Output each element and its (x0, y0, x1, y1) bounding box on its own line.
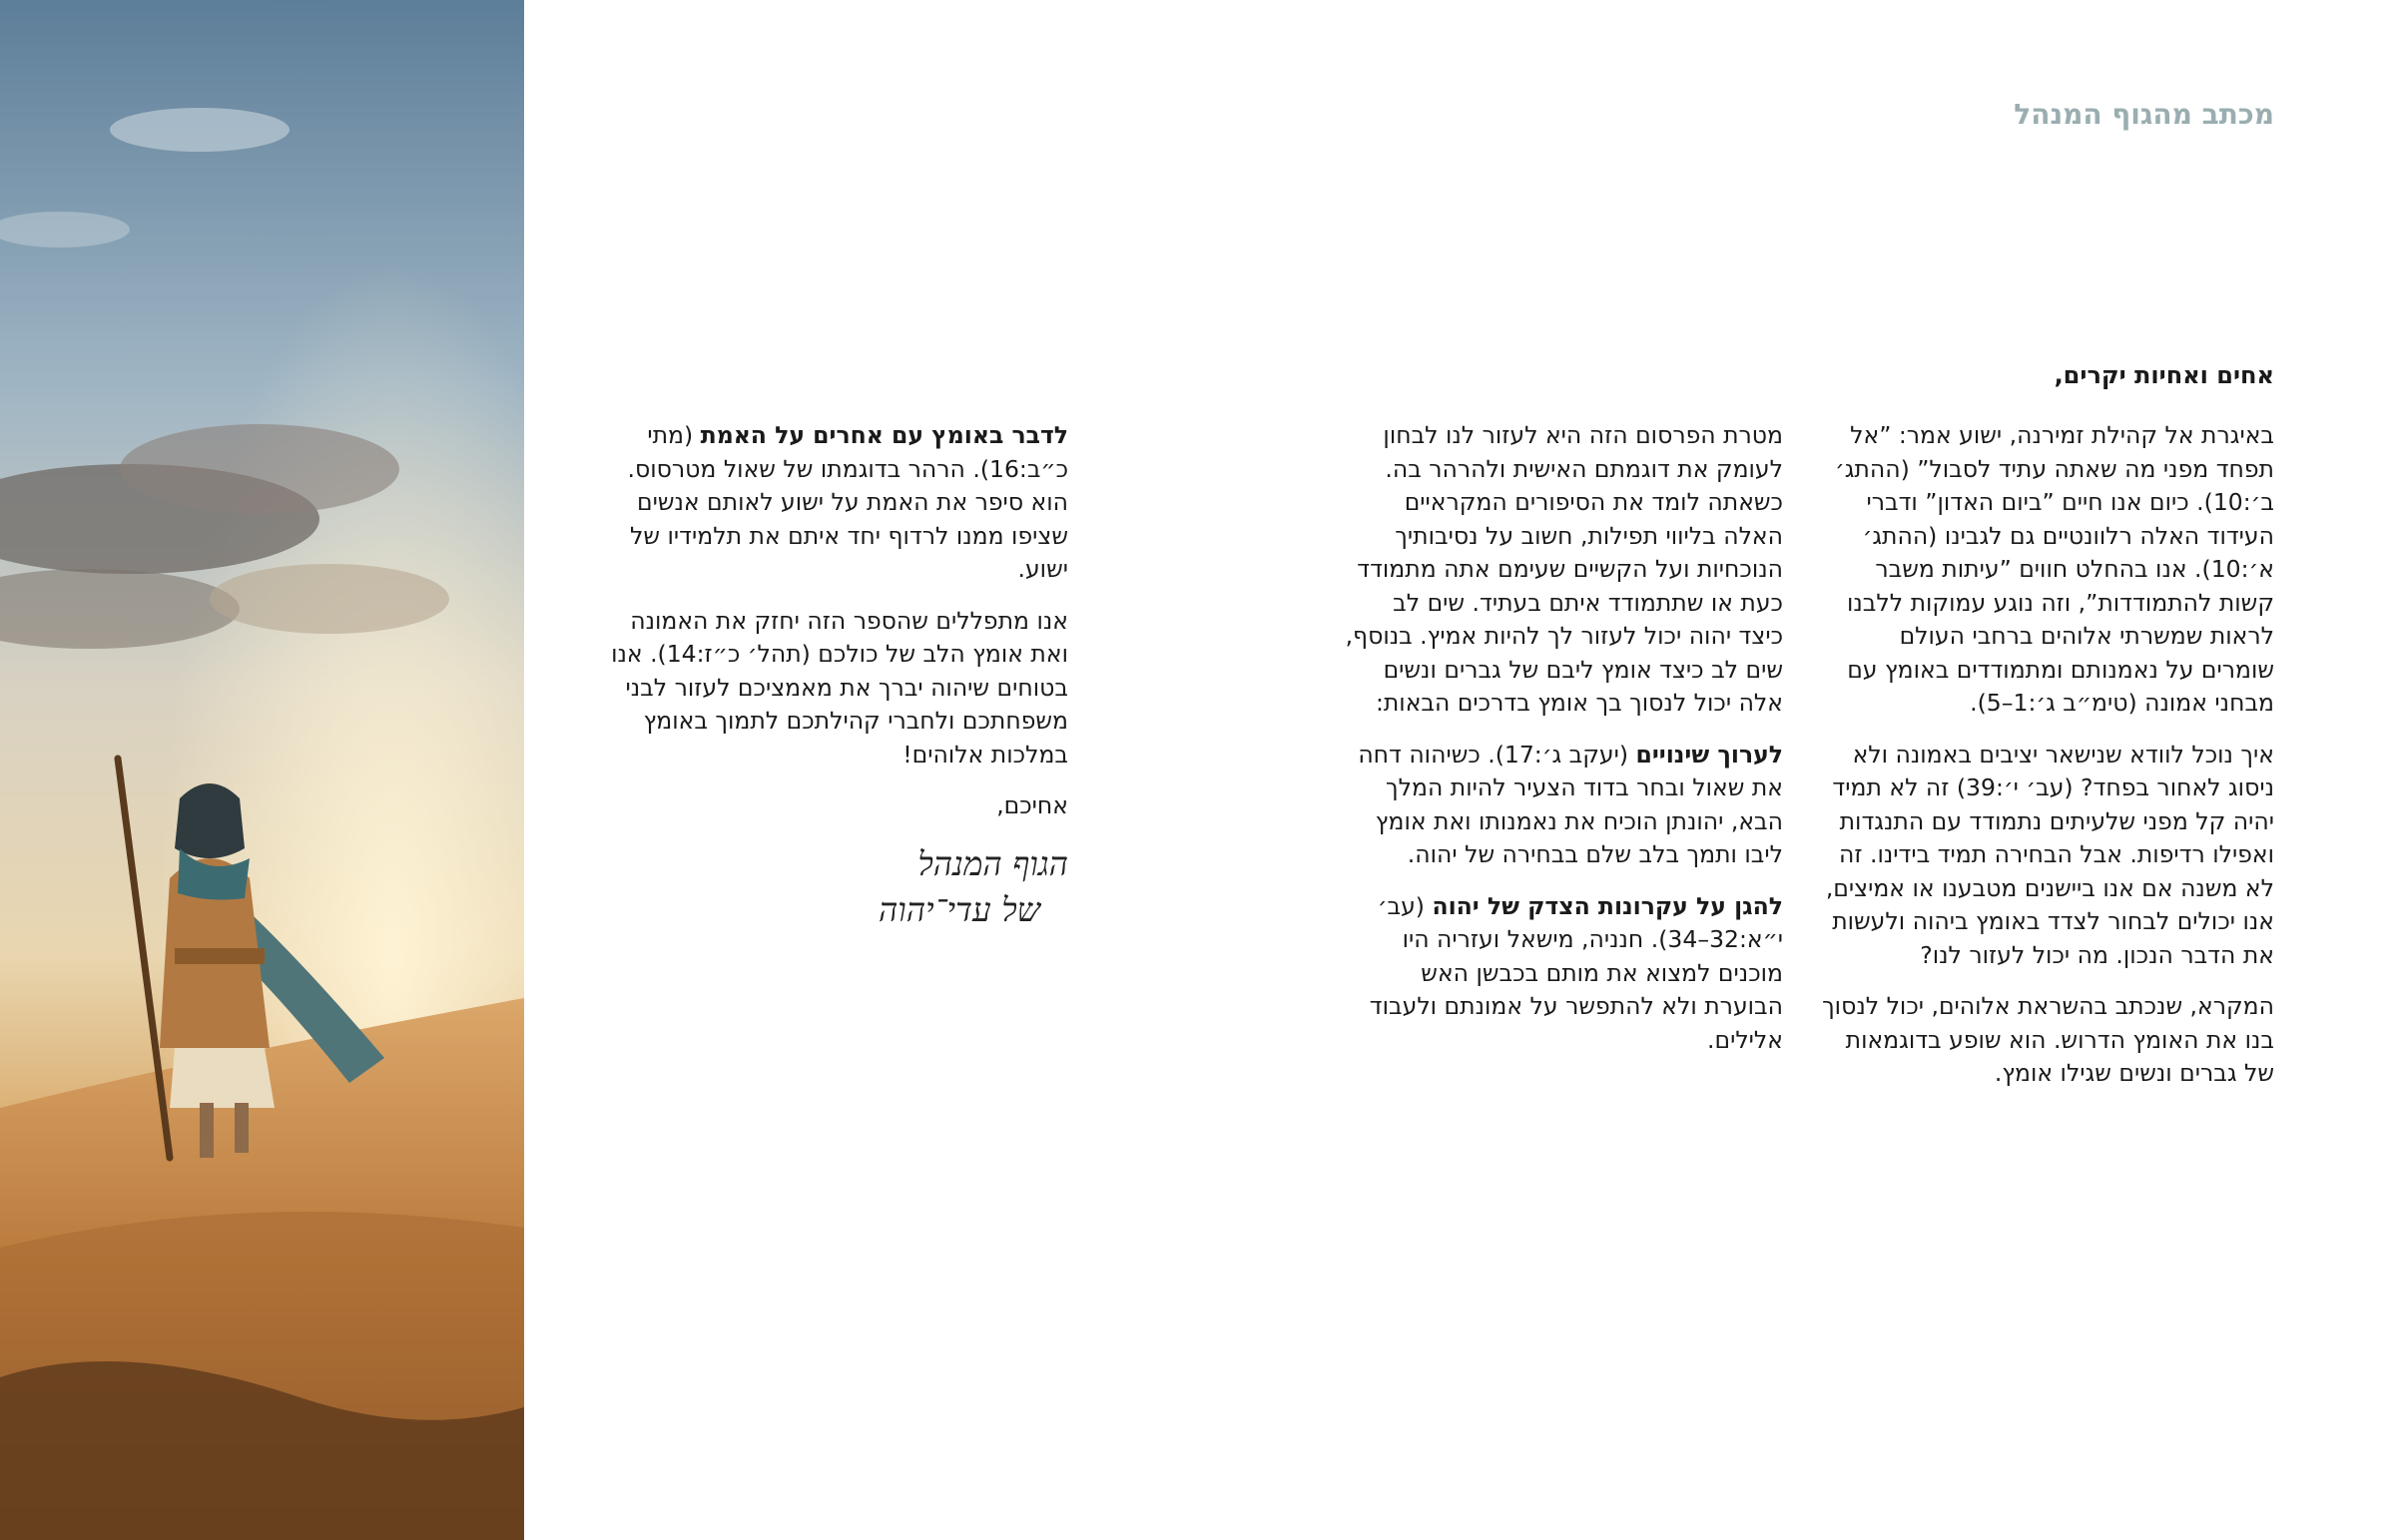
point-paragraph (1344, 890, 1783, 1058)
letter-closing: אחיכם, (996, 791, 1068, 819)
paragraph: המקרא, שנכתב בהשראת אלוהים, יכול לנסוך בנו את האומץ הדרוש. הוא שופע בדוגמאות של גברים ונשים שגילו אומץ. (1822, 992, 2274, 1087)
point-paragraph (595, 419, 1068, 587)
point-heading: לדבר באומץ עם אחרים על האמת (700, 421, 1068, 449)
point-text: (עב׳ י״א:32–34). חנניה, מישאל ועזריה היו מוכנים למצוא את מותם בכבשן האש הבוערת ולא להתפשר על אמונתם ולעבוד אלילים. (1369, 891, 1783, 1054)
point-heading: לערוך שינויים (1635, 740, 1783, 769)
letter-column-right (1821, 419, 2274, 1109)
paragraph: מטרת הפרסום הזה היא לעזור לנו לבחון לעומק את דוגמתם האישית ולהרהר בה. כשאתה לומד את הסיפורים המקראיים האלה בליווי תפילות, חשוב על נסיבותיך הנוכחיות ועל הקשיים שעימם אתה מתמודד כעת או שתתמודד איתם בעתיד. שים לב כיצד יהוה יכול לעזור לך להיות אמיץ. בנוסף, שים לב כיצד אומץ ליבם של גברים ונשים אלה יכול לנסוך בך אומץ בדרכים הבאות: (1345, 421, 1783, 717)
paragraph: אנו מתפללים שהספר הזה יחזק את האמונה ואת אומץ הלב של כולכם (תהל׳ כ״ז:14). אנו בטוחים שיהוה יברך את מאמציכם לעזור לבני משפחתכם ולחברי קהילתכם לתמוך באומץ במלכות אלוהים! (611, 606, 1068, 769)
signature-line: של עדי־יהוה (878, 889, 1040, 929)
signature (595, 841, 1068, 933)
point-text: (יעקב ג׳:17). כשיהוה דחה את שאול ובחר בדוד הצעיר להיות המלך הבא, יהונתן הוכיח את נאמנותו ואת אומץ ליבו ותמך בלב שלם בבחירה של יהוה. (1358, 740, 1783, 868)
point-paragraph (1344, 739, 1783, 872)
point-text: (מתי כ״ב:16). הרהר בדוגמתו של שאול מטרסוס. הוא סיפר את האמת על ישוע לאותם אנשים שציפו ממנו לרדוף יחד איתם את תלמידיו של ישוע. (627, 421, 1068, 583)
point-heading: להגן על עקרונות הצדק של יהוה (1432, 891, 1783, 920)
page-title: מכתב מהגוף המנהל (2014, 98, 2274, 131)
cover-illustration (0, 0, 524, 1540)
paragraph: באיגרת אל קהילת זמירנה, ישוע אמר: ”אל תפחד מפני מה שאתה עתיד לסבול” (ההתג׳ ב׳:10). כיום אנו חיים ”ביום האדון” ודברי העידוד האלה רלוונטיים גם לגבינו (ההתג׳ א׳:10). אנו בהחלט חווים ”עיתות משבר קשות להתמודדות”, וזה נוגע עמוקות ללבנו לראות שמשרתי אלוהים ברחבי העולם שומרים על נאמנותם ומתמודדים באומץ עם מבחני אמונה (טימ״ב ג׳:1–5). (1834, 421, 2274, 717)
signature-line: הגוף המנהל (917, 843, 1068, 883)
paragraph: איך נוכל לוודא שנישאר יציבים באמונה ולא ניסוג לאחור בפחד? (עב׳ י׳:39) זה לא תמיד יהיה קל מפני שלעיתים נתמודד עם התנגדות ואפילו רדיפות. אבל הבחירה תמיד בידינו. זה לא משנה אם אנו ביישנים מטבענו או אמיצים, אנו יכולים לבחור לצדד באומץ ביהוה ולעשות את הדבר הנכון. מה יכול לעזור לנו? (1825, 740, 2274, 969)
desert-traveler-painting (0, 0, 524, 1540)
letter-column-left (595, 419, 1068, 933)
letter-column-middle (1344, 419, 1783, 1075)
letter-greeting: אחים ואחיות יקרים, (2054, 361, 2274, 389)
